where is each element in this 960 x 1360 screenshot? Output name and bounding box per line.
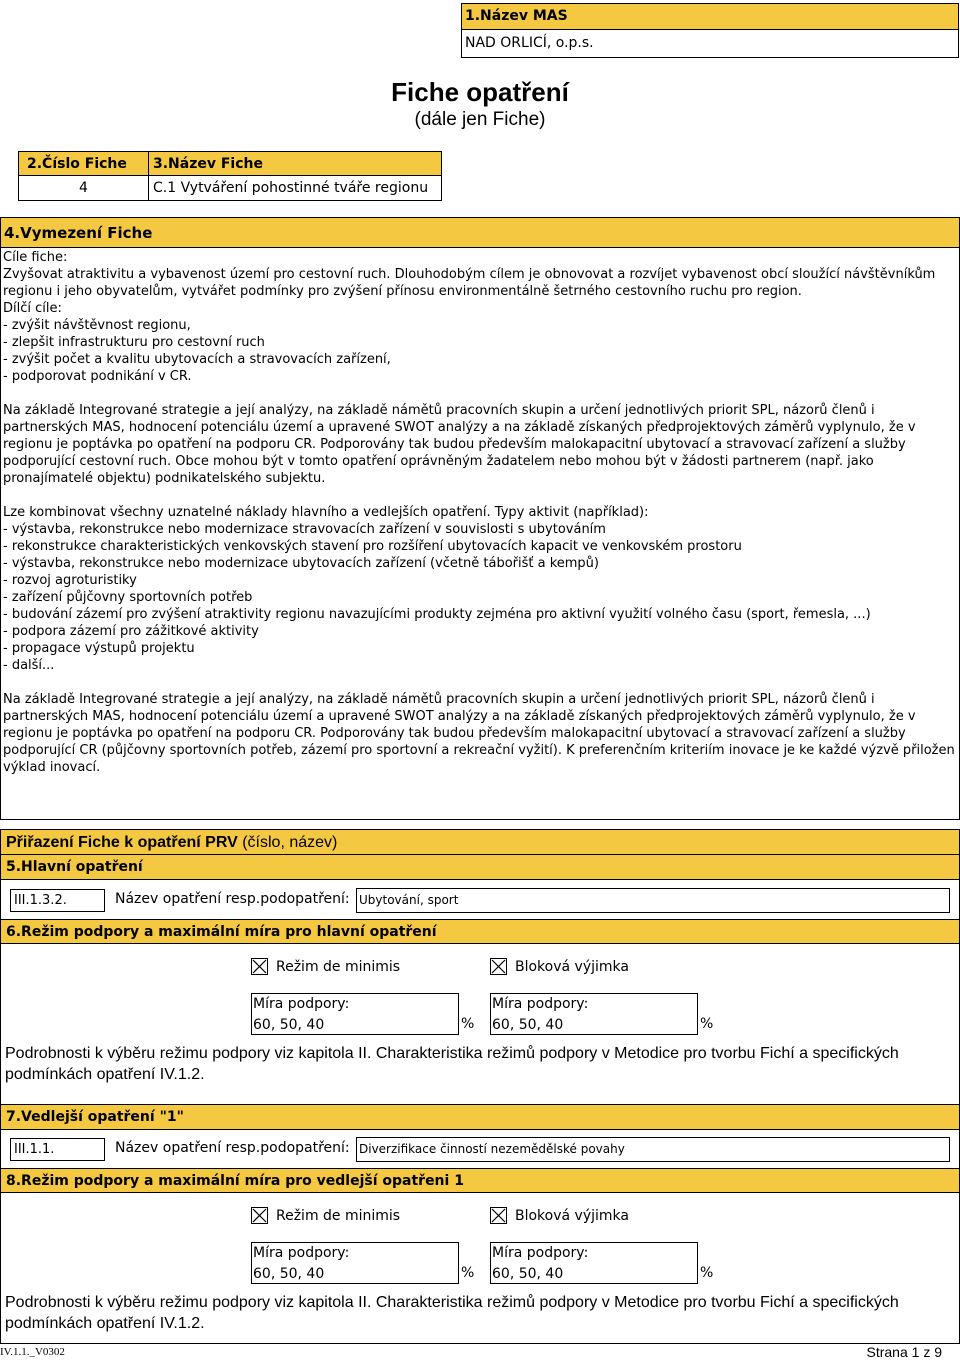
de-minimis-checkbox[interactable] bbox=[251, 958, 268, 975]
check-cross-icon bbox=[252, 959, 267, 974]
main-rate2-label: Míra podpory: bbox=[492, 996, 589, 1012]
main-measure-name-label: Název opatření resp.podopatření: bbox=[115, 891, 350, 907]
main-measure-name-field[interactable]: Ubytování, sport bbox=[356, 888, 950, 913]
side-blokova-vyjimka-checkbox[interactable] bbox=[490, 1207, 507, 1224]
mas-value: NAD ORLICÍ, o.p.s. bbox=[465, 35, 594, 51]
main-rate1-field[interactable] bbox=[251, 993, 459, 1035]
side-rate2-percent: % bbox=[700, 1265, 714, 1281]
side-rate2-field[interactable] bbox=[490, 1242, 698, 1284]
main-rate1-label: Míra podpory: bbox=[253, 996, 350, 1012]
vymezeni-label: 4.Vymezení Fiche bbox=[1, 218, 959, 248]
side-measure-name-label: Název opatření resp.podopatření: bbox=[115, 1140, 350, 1156]
check-cross-icon bbox=[252, 1208, 267, 1223]
footer-divider bbox=[0, 1343, 960, 1344]
page-number: Strana 1 z 9 bbox=[866, 1344, 942, 1360]
check-cross-icon bbox=[491, 959, 506, 974]
side-regime-label: 8.Režim podpory a maximální míra pro vedlejší opatřeni 1 bbox=[1, 1168, 959, 1193]
side-de-minimis-label: Režim de minimis bbox=[276, 1208, 401, 1224]
blokova-vyjimka-checkbox[interactable] bbox=[490, 958, 507, 975]
main-rate2-field[interactable] bbox=[490, 993, 698, 1035]
side-de-minimis-checkbox[interactable] bbox=[251, 1207, 268, 1224]
fiche-number-label: 2.Číslo Fiche bbox=[19, 152, 149, 176]
prirazeni-label: Přiřazení Fiche k opatření PRV bbox=[6, 834, 238, 851]
check-cross-icon bbox=[491, 1208, 506, 1223]
mas-box bbox=[461, 3, 959, 58]
side-measure-section bbox=[0, 1104, 960, 1344]
fiche-number-value: 4 bbox=[19, 176, 149, 200]
vymezeni-section bbox=[0, 217, 960, 820]
main-regime-label: 6.Režim podpory a maximální míra pro hlavní opatření bbox=[1, 919, 959, 944]
side-measure-label: 7.Vedlejší opatření "1" bbox=[1, 1105, 959, 1130]
side-rate1-label: Míra podpory: bbox=[253, 1245, 350, 1261]
side-rate1-percent: % bbox=[461, 1265, 475, 1281]
fiche-header-box bbox=[18, 151, 442, 201]
prirazeni-header bbox=[1, 830, 959, 855]
main-rate2-percent: % bbox=[700, 1016, 714, 1032]
side-regime-note: Podrobnosti k výběru režimu podpory viz kapitola II. Charakteristika režimů podpory v Metodice pro tvorbu Fichí a specifických podmínkách opatření IV.1.2. bbox=[5, 1294, 899, 1332]
blokova-vyjimka-label: Bloková výjimka bbox=[515, 959, 629, 975]
side-measure-code-field[interactable]: III.1.1. bbox=[10, 1138, 105, 1161]
fiche-name-label: 3.Název Fiche bbox=[149, 152, 441, 176]
de-minimis-label: Režim de minimis bbox=[276, 959, 401, 975]
page-subtitle: (dále jen Fiche) bbox=[414, 109, 546, 130]
main-measure-code-field[interactable]: III.1.3.2. bbox=[10, 889, 105, 912]
main-rate2-value: 60, 50, 40 bbox=[492, 1017, 564, 1033]
prirazeni-sublabel: (číslo, název) bbox=[237, 834, 338, 851]
side-rate1-field[interactable] bbox=[251, 1242, 459, 1284]
vymezeni-text: Cíle fiche: Zvyšovat atraktivitu a vybavenost území pro cestovní ruch. Dlouhodobým cílem je obnovovat a rozvíjet vybavenost obcí sloužící návštěvníkům regionu i jeho obyvatelům, vytvářet podmínky pro zvýšení přínosu environmentálně šetrného cestovního ruchu pro region. Dílčí cíle: - zvýšit návštěvnost regionu, - zlepšit infrastrukturu pro cestovní ruch - zvýšit počet a kvalitu ubytovacích a stravovacích zařízení, - podporovat podnikání v CR. Na základě Integrované strategie a její analýzy, na základě námětů pracovních skupin a určení jednotlivých priorit SPL, názorů členů i partnerských MAS, hodnocení potenciálu území a upravené SWOT analýzy a na základě získaných předprojektových záměrů vyplynulo, že v regionu je poptávka po opatření na podporu CR. Podporovány tak budou především malokapacitní ubytovací a stravovací zařízení a služby podporující cestovní ruch. Obce mohou být v tomto opatření oprávněným žadatelem nebo mohou být v žádosti partnerem (např. jako pronajímatelé objektu) podnikatelského subjektu. Lze kombinovat všechny uznatelné náklady hlavního a vedlejších opatření. Typy aktivit (například): - výstavba, rekonstrukce nebo modernizace stravovacích zařízení v souvislosti s ubytováním - rekonstrukce charakteristických venkovských stavení pro rozšíření ubytovacích kapacit ve venkovském prostoru - výstavba, rekonstrukce nebo modernizace ubytovacích zařízení (včetně tábořišť a kempů) - rozvoj agroturistiky - zařízení půjčovny sportovních potřeb - budování zázemí pro zvýšení atraktivity regionu navazujícími produkty zejména pro aktivní využití volného času (sport, řemesla, ...) - podpora zázemí pro zážitkové aktivity - propagace výstupů projektu - další... Na základě Integrované strategie a její analýzy, na základě námětů pracovních skupin a určení jednotlivých priorit SPL, názorů členů i partnerských MAS, hodnocení potenciálu území a upravené SWOT analýzy a na základě získaných předprojektových záměrů vyplynulo, že v regionu je poptávka po opatření na podporu CR. Podporovány tak budou především malokapacitní ubytovací a stravovací zařízení a služby podporující CR (půjčovny sportovních potřeb, zázemí pro sportovní a rekreační vyžití). K preferenčním kriteriím inovace je ke každé výzvě přiložen výklad inovací. bbox=[3, 250, 955, 775]
mas-label: 1.Název MAS bbox=[462, 4, 958, 30]
page-title: Fiche opatření bbox=[391, 77, 569, 107]
footer-code: IV.1.1._V0302 bbox=[0, 1346, 65, 1358]
side-blokova-vyjimka-label: Bloková výjimka bbox=[515, 1208, 629, 1224]
side-measure-name-field[interactable]: Diverzifikace činností nezemědělské povahy bbox=[356, 1137, 950, 1162]
main-rate1-value: 60, 50, 40 bbox=[253, 1017, 325, 1033]
side-rate1-value: 60, 50, 40 bbox=[253, 1266, 325, 1282]
side-rate2-value: 60, 50, 40 bbox=[492, 1266, 564, 1282]
main-rate1-percent: % bbox=[461, 1016, 475, 1032]
prirazeni-section bbox=[0, 829, 960, 1117]
side-rate2-label: Míra podpory: bbox=[492, 1245, 589, 1261]
main-regime-note: Podrobnosti k výběru režimu podpory viz kapitola II. Charakteristika režimů podpory v Metodice pro tvorbu Fichí a specifických podmínkách opatření IV.1.2. bbox=[5, 1045, 899, 1083]
fiche-name-value: C.1 Vytváření pohostinné tváře regionu bbox=[153, 180, 429, 196]
main-measure-label: 5.Hlavní opatření bbox=[1, 855, 959, 880]
